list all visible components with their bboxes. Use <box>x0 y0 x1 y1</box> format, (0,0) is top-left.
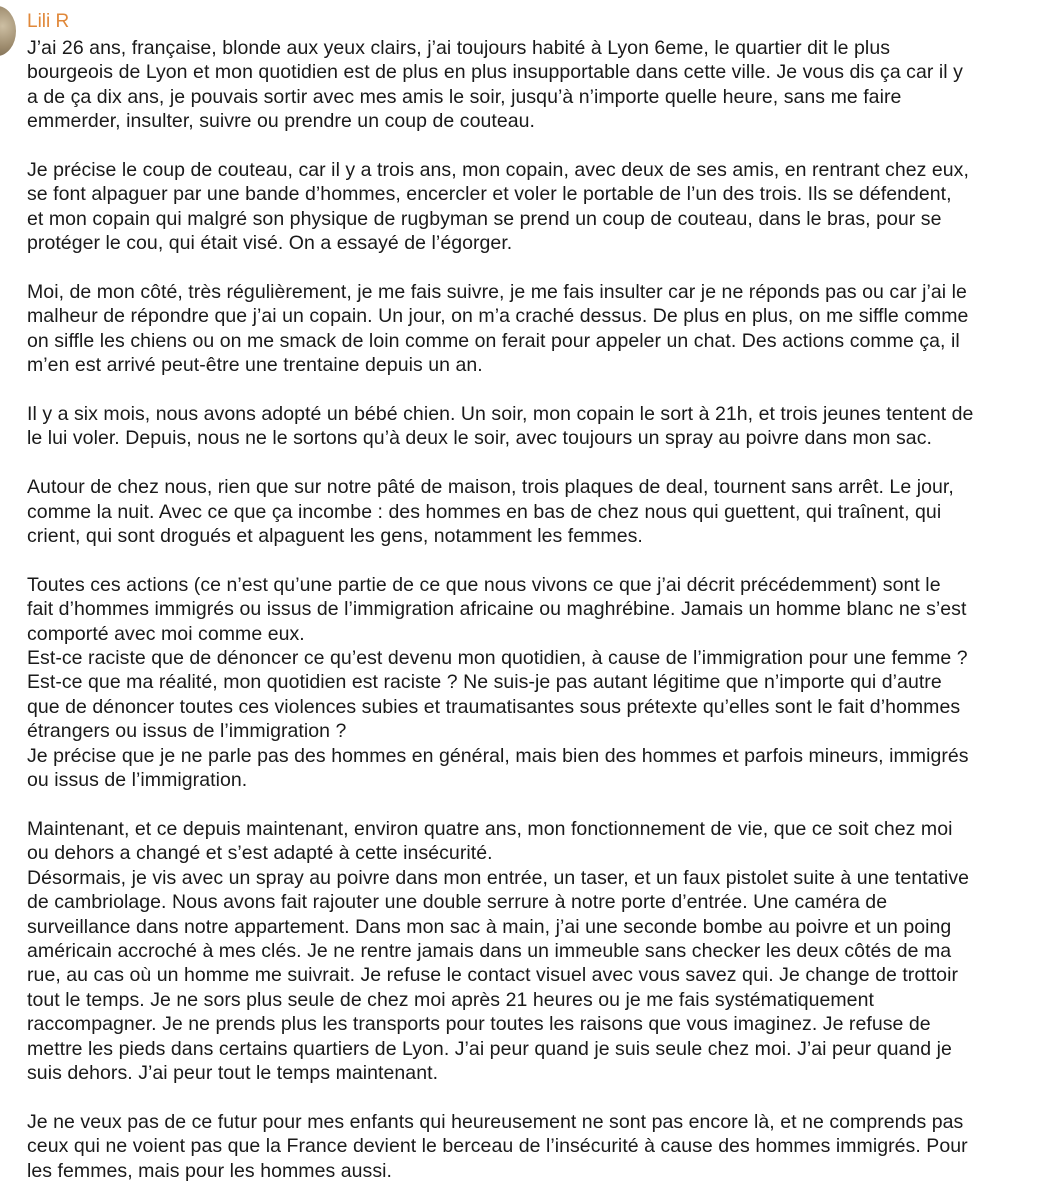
message-line: Est-ce que ma réalité, mon quotidien est raciste ? Ne suis-je pas autant légitime que n’importe qui d’autre <box>27 671 942 694</box>
message-line: Je ne veux pas de ce futur pour mes enfants qui heureusement ne sont pas encore là, et ne comprends pas <box>27 1110 964 1133</box>
message-line: Je précise le coup de couteau, car il y a trois ans, mon copain, avec deux de ses amis, en rentrant chez eux, <box>27 159 969 182</box>
message-line: les femmes, mais pour les hommes aussi. <box>27 1159 392 1182</box>
message-line: protéger le cou, qui était visé. On a essayé de l’égorger. <box>27 232 513 255</box>
message-line: comme la nuit. Avec ce que ça incombe : des hommes en bas de chez nous qui guettent, qui traînent, qui <box>27 500 942 523</box>
message-line: tout le temps. Je ne sors plus seule de chez moi après 21 heures ou je me fais systématiquement <box>27 988 874 1011</box>
message-paragraph <box>27 1110 1037 1183</box>
sender-name[interactable]: Lili R <box>27 11 70 32</box>
message-line: mettre les pieds dans certains quartiers de Lyon. J’ai peur quand je suis seule chez moi. J’ai peur quand je <box>27 1037 952 1060</box>
message-line: raccompagner. Je ne prends plus les transports pour toutes les raisons que vous imaginez. Je refuse de <box>27 1013 931 1036</box>
message-paragraph <box>27 817 1037 1085</box>
message-line: m’en est arrivé peut-être une trentaine depuis un an. <box>27 354 483 377</box>
message-paragraph <box>27 573 1037 793</box>
message-paragraph <box>27 158 1037 256</box>
message-line: et mon copain qui malgré son physique de rugbyman se prend un coup de couteau, dans le bras, pour se <box>27 207 942 230</box>
message-line: ceux qui ne voient pas que la France devient le berceau de l’insécurité à cause des hommes immigrés. Pour <box>27 1135 968 1158</box>
message-line: a de ça dix ans, je pouvais sortir avec mes amis le soir, jusqu’à n’importe quelle heure, sans me faire <box>27 85 902 108</box>
message-line: malheur de répondre que j’ai un copain. Un jour, on m’a craché dessus. De plus en plus, on me siffle comme <box>27 305 969 328</box>
message-line: que de dénoncer toutes ces violences subies et traumatisantes sous prétexte qu’elles sont le fait d’hommes <box>27 695 961 718</box>
message-line: J’ai 26 ans, française, blonde aux yeux clairs, j’ai toujours habité à Lyon 6eme, le quartier dit le plus <box>27 37 891 59</box>
message-line: ou issus de l’immigration. <box>27 769 248 792</box>
message-line: ou dehors a changé et s’est adapté à cette insécurité. <box>27 842 493 865</box>
message-line: Je précise que je ne parle pas des hommes en général, mais bien des hommes et parfois mineurs, immigrés <box>27 744 969 767</box>
message-line: Maintenant, et ce depuis maintenant, environ quatre ans, mon fonctionnement de vie, que ce soit chez moi <box>27 817 953 840</box>
message-line: crient, qui sont drogués et alpaguent les gens, notamment les femmes. <box>27 525 643 548</box>
message-line: suis dehors. J’ai peur tout le temps maintenant. <box>27 1061 439 1084</box>
message-line: emmerder, insulter, suivre ou prendre un coup de couteau. <box>27 110 535 133</box>
message-line: surveillance dans notre appartement. Dans mon sac à main, j’ai une seconde bombe au poivre et un poing <box>27 915 952 938</box>
message-paragraph <box>27 402 1037 451</box>
message-line: de cambriolage. Nous avons fait rajouter une double serrure à notre porte d’entrée. Une caméra de <box>27 891 888 914</box>
message-line: se font alpaguer par une bande d’hommes, encercler et voler le portable de l’un des trois. Ils se défendent, <box>27 183 952 206</box>
message-line: étrangers ou issus de l’immigration ? <box>27 720 347 743</box>
message-line: comporté avec moi comme eux. <box>27 622 305 645</box>
message-line: Il y a six mois, nous avons adopté un bébé chien. Un soir, mon copain le sort à 21h, et trois jeunes tentent de <box>27 403 974 426</box>
message-line: rue, au cas où un homme me suivrait. Je refuse le contact visuel avec vous savez qui. Je change de trottoir <box>27 964 958 987</box>
message-line: Désormais, je vis avec un spray au poivre dans mon entrée, un taser, et un faux pistolet suite à une tentative <box>27 866 970 889</box>
message-line: Toutes ces actions (ce n’est qu’une partie de ce que nous vivons ce que j’ai décrit précédemment) sont le <box>27 573 941 596</box>
message-line: fait d’hommes immigrés ou issus de l’immigration africaine ou maghrébine. Jamais un homme blanc ne s’est <box>27 598 967 621</box>
message-paragraph <box>27 36 1037 134</box>
message-line: bourgeois de Lyon et mon quotidien est de plus en plus insupportable dans cette ville. Je vous dis ça car il y <box>27 61 963 84</box>
message-line: on siffle les chiens ou on me smack de loin comme on ferait pour appeler un chat. Des actions comme ça, il <box>27 329 960 352</box>
message-body <box>27 36 1037 1183</box>
message-line: Moi, de mon côté, très régulièrement, je me fais suivre, je me fais insulter car je ne réponds pas ou car j’ai le <box>27 281 967 304</box>
message-paragraph <box>27 280 1037 378</box>
message-paragraph <box>27 475 1037 548</box>
avatar[interactable] <box>0 6 16 56</box>
message-line: Autour de chez nous, rien que sur notre pâté de maison, trois plaques de deal, tournent sans arrêt. Le jour, <box>27 476 954 499</box>
message-line: américain accroché à mes clés. Je ne rentre jamais dans un immeuble sans checker les deux côtés de ma <box>27 939 952 962</box>
message-line: le lui voler. Depuis, nous ne le sortons qu’à deux le soir, avec toujours un spray au poivre dans mon sac. <box>27 427 932 450</box>
message-line: Est-ce raciste que de dénoncer ce qu’est devenu mon quotidien, à cause de l’immigration pour une femme ? <box>27 647 968 670</box>
